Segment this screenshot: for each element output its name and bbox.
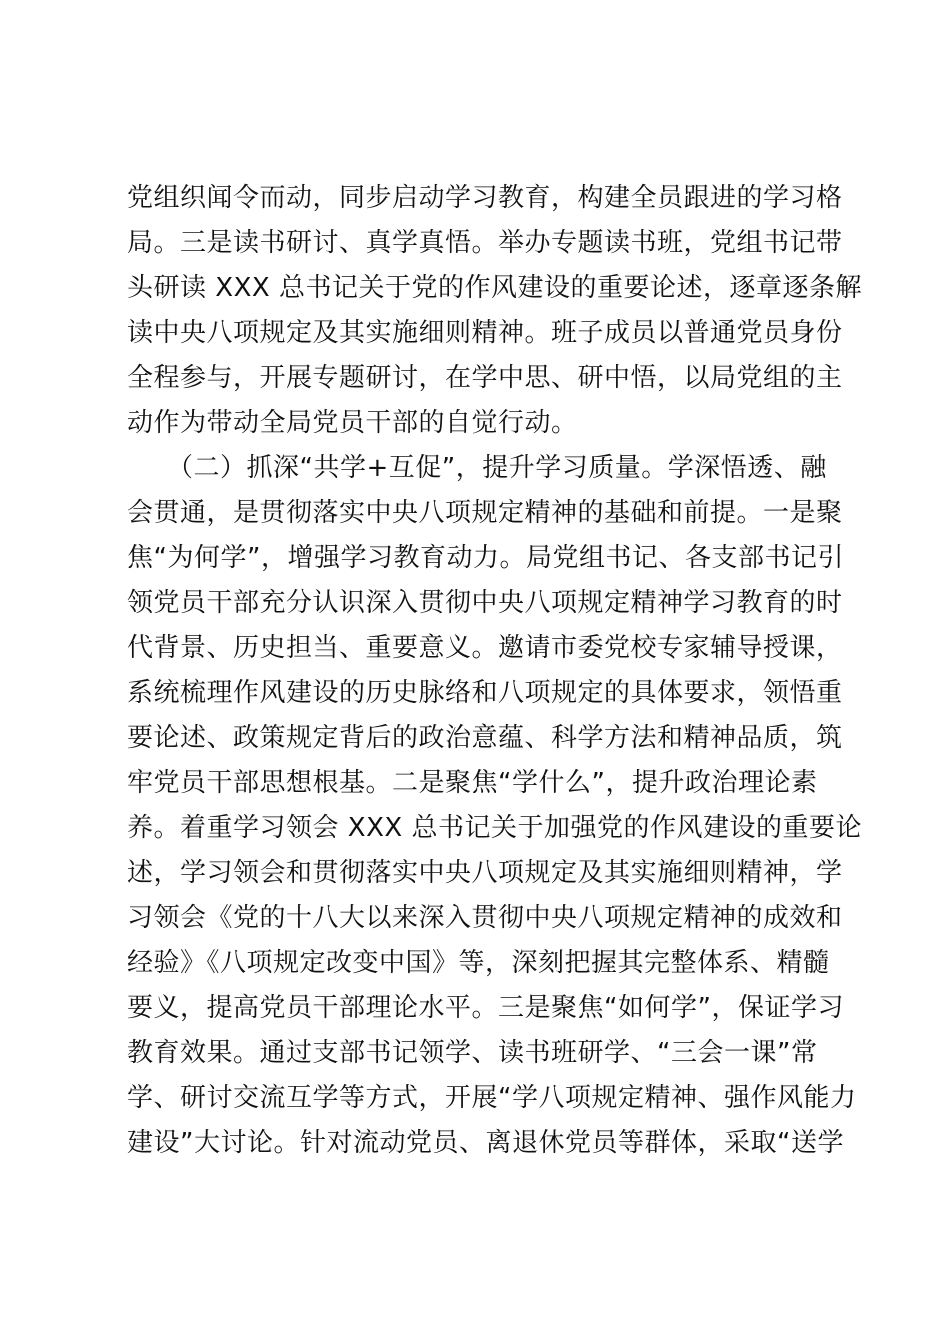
- text-line: 代背景、历史担当、重要意义。邀请市委党校专家辅导授课，: [127, 633, 843, 663]
- text-line: 头研读 XXX 总书记关于党的作风建设的重要论述，逐章逐条解: [127, 273, 862, 303]
- text-line: 养。着重学习领会 XXX 总书记关于加强党的作风建设的重要论: [127, 813, 862, 843]
- text-line: 学、研讨交流互学等方式，开展“学八项规定精神、强作风能力: [127, 1083, 857, 1113]
- text-line: 牢党员干部思想根基。二是聚焦“学什么”，提升政治理论素: [127, 768, 818, 798]
- text-line: 建设”大讨论。针对流动党员、离退休党员等群体，采取“送学: [127, 1128, 844, 1158]
- text-line: 局。三是读书研讨、真学真悟。举办专题读书班，党组书记带: [127, 228, 843, 258]
- text-line: 述，学习领会和贯彻落实中央八项规定及其实施细则精神，学: [127, 858, 843, 888]
- text-line: 党组织闻令而动，同步启动学习教育，构建全员跟进的学习格: [127, 183, 843, 213]
- text-line: 要义，提高党员干部理论水平。三是聚焦“如何学”，保证学习: [127, 993, 844, 1023]
- text-line: 读中央八项规定及其实施细则精神。班子成员以普通党员身份: [127, 318, 843, 348]
- text-line: 焦“为何学”，增强学习教育动力。局党组书记、各支部书记引: [127, 543, 844, 573]
- section-heading-line: （二）抓深“共学+互促”，提升学习质量。学深悟透、融: [127, 453, 827, 483]
- text-line: 习领会《党的十八大以来深入贯彻中央八项规定精神的成效和: [127, 903, 843, 933]
- text-line: 会贯通，是贯彻落实中央八项规定精神的基础和前提。一是聚: [127, 498, 843, 528]
- text-line: 经验》《八项规定改变中国》等，深刻把握其完整体系、精髓: [127, 948, 830, 978]
- body-text: [127, 176, 862, 1166]
- text-line: 全程参与，开展专题研讨，在学中思、研中悟，以局党组的主: [127, 363, 843, 393]
- text-line: 教育效果。通过支部书记领学、读书班研学、“三会一课”常: [127, 1038, 818, 1068]
- text-line: 领党员干部充分认识深入贯彻中央八项规定精神学习教育的时: [127, 588, 843, 618]
- text-line: 系统梳理作风建设的历史脉络和八项规定的具体要求，领悟重: [127, 678, 843, 708]
- text-line: 要论述、政策规定背后的政治意蕴、科学方法和精神品质，筑: [127, 723, 843, 753]
- text-line: 动作为带动全局党员干部的自觉行动。: [127, 408, 578, 438]
